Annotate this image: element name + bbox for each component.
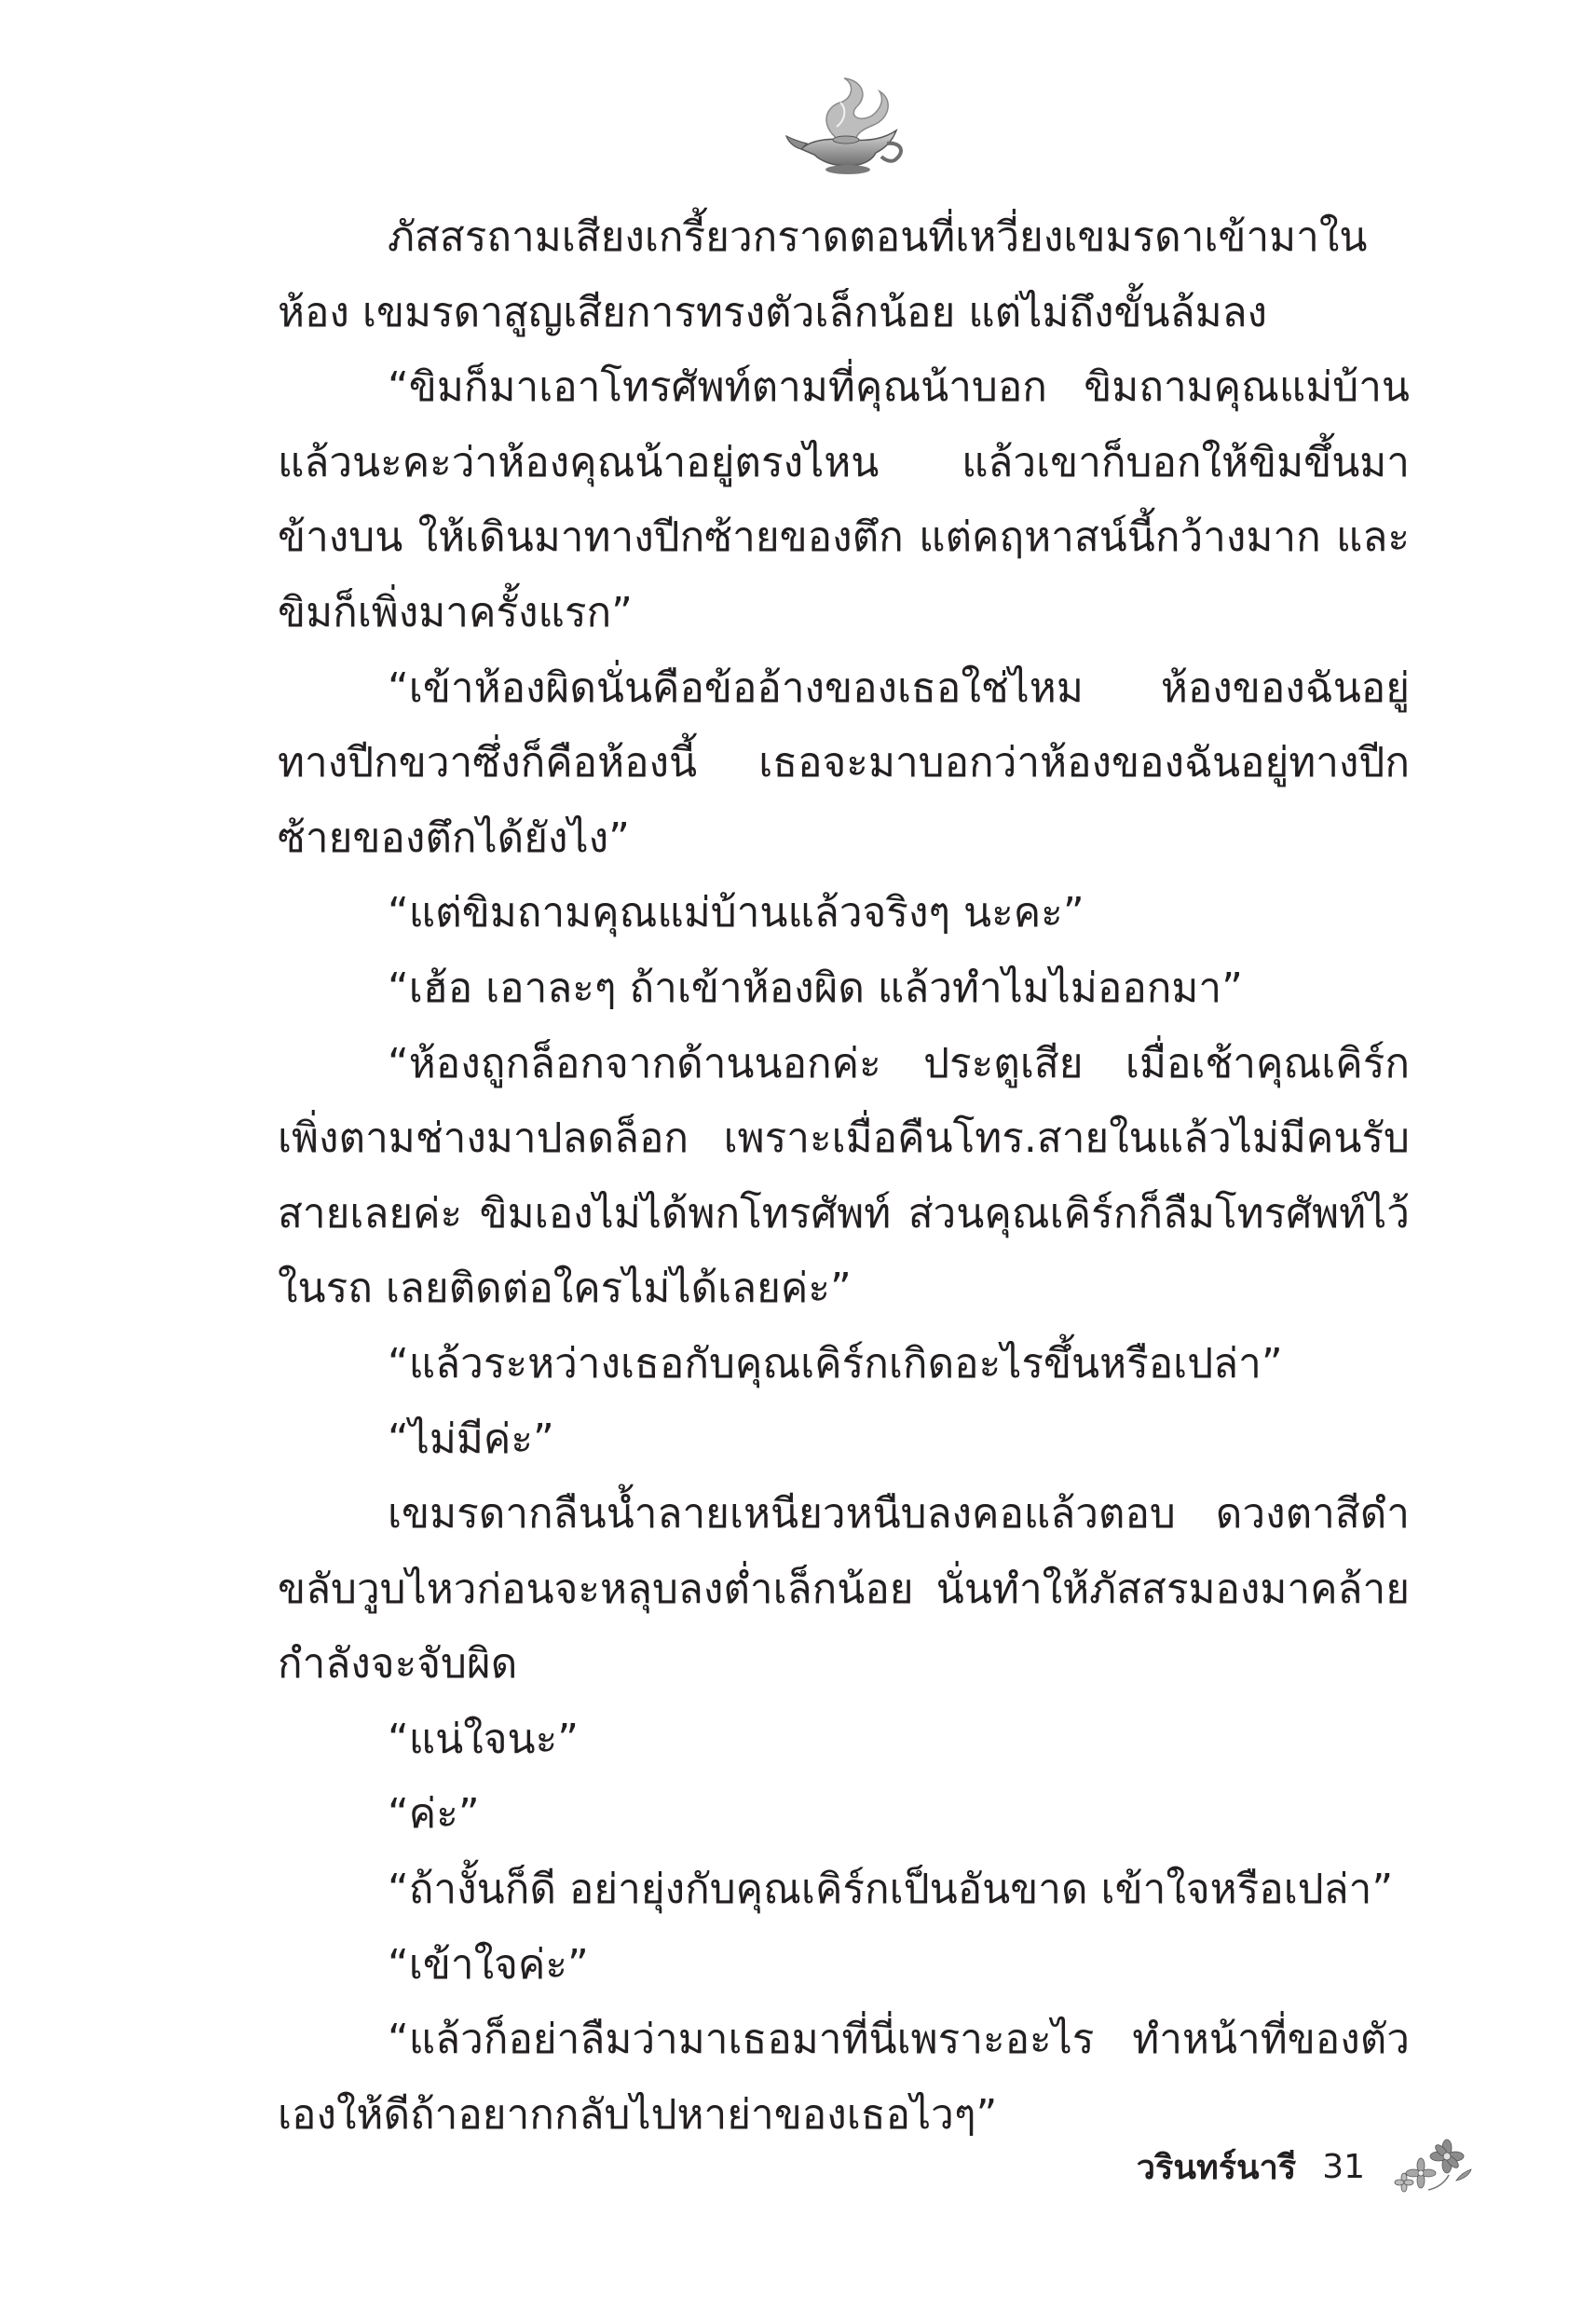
paragraph: “แล้วก็อย่าลืมว่ามาเธอมาที่นี่เพราะอะไร ทำหน้าที่ของตัวเองให้ดีถ้าอยากกลับไปหาย่าของเธอไวๆ” <box>278 2016 1410 2139</box>
paragraph: “ห้องถูกล็อกจากด้านนอกค่ะ ประตูเสีย เมื่อเช้าคุณเคิร์กเพิ่งตามช่างมาปลดล็อก เพราะเมื่อคืนโทร.สายในแล้วไม่มีคนรับสายเลยค่ะ ขิมเองไม่ได้พกโทรศัพท์ ส่วนคุณเคิร์กก็ลืมโทรศัพท์ไว้ในรถ เลยติดต่อใครไม่ได้เลยค่ะ” <box>278 1039 1410 1313</box>
paragraph: “เข้าห้องผิดนั่นคือข้ออ้างของเธอใช่ไหม ห้องของฉันอยู่ทางปีกขวาซึ่งก็คือห้องนี้ เธอจะมาบอกว่าห้องของฉันอยู่ทางปีกซ้ายของตึกได้ยังไง” <box>278 663 1410 862</box>
genie-lamp-icon <box>783 75 913 177</box>
paragraph: “แต่ขิมถามคุณแม่บ้านแล้วจริงๆ นะคะ” <box>388 889 1084 937</box>
paragraph: ภัสสรถามเสียงเกรี้ยวกราดตอนที่เหวี่ยงเขมรดาเข้ามาในห้อง เขมรดาสูญเสียการทรงตัวเล็กน้อย แต่ไม่ถึงขั้นล้มลง <box>278 213 1368 336</box>
paragraph: “เข้าใจค่ะ” <box>388 1940 589 1989</box>
flower-cluster-icon <box>1391 2134 1475 2199</box>
paragraph: เขมรดากลืนน้ำลายเหนียวหนืบลงคอแล้วตอบ ดวงตาสีดำขลับวูบไหวก่อนจะหลุบลงต่ำเล็กน้อย นั่นทำให้ภัสสรมองมาคล้ายกำลังจะจับผิด <box>278 1490 1410 1689</box>
book-title: วรินทร์นารี <box>1136 2148 1297 2187</box>
page-footer <box>1137 2129 1475 2204</box>
paragraph: “แล้วระหว่างเธอกับคุณเคิร์กเกิดอะไรขึ้นหรือเปล่า” <box>388 1339 1283 1388</box>
paragraph: “ถ้างั้นก็ดี อย่ายุ่งกับคุณเคิร์กเป็นอันขาด เข้าใจหรือเปล่า” <box>388 1866 1394 1914</box>
paragraph: “แน่ใจนะ” <box>388 1715 580 1763</box>
paragraph: “เฮ้อ เอาละๆ ถ้าเข้าห้องผิด แล้วทำไมไม่ออกมา” <box>388 964 1243 1012</box>
paragraph: “ขิมก็มาเอาโทรศัพท์ตามที่คุณน้าบอก ขิมถามคุณแม่บ้านแล้วนะคะว่าห้องคุณน้าอยู่ตรงไหน แล้วเขาก็บอกให้ขิมขึ้นมาข้างบน ให้เดินมาทางปีกซ้ายของตึก แต่คฤหาสน์นี้กว้างมาก และขิมก็เพิ่งมาครั้งแรก” <box>278 363 1410 636</box>
page-number: 31 <box>1322 2147 1365 2186</box>
paragraph: “ค่ะ” <box>388 1790 480 1839</box>
paragraph: “ไม่มีค่ะ” <box>388 1415 554 1463</box>
story-text <box>278 200 1410 2153</box>
